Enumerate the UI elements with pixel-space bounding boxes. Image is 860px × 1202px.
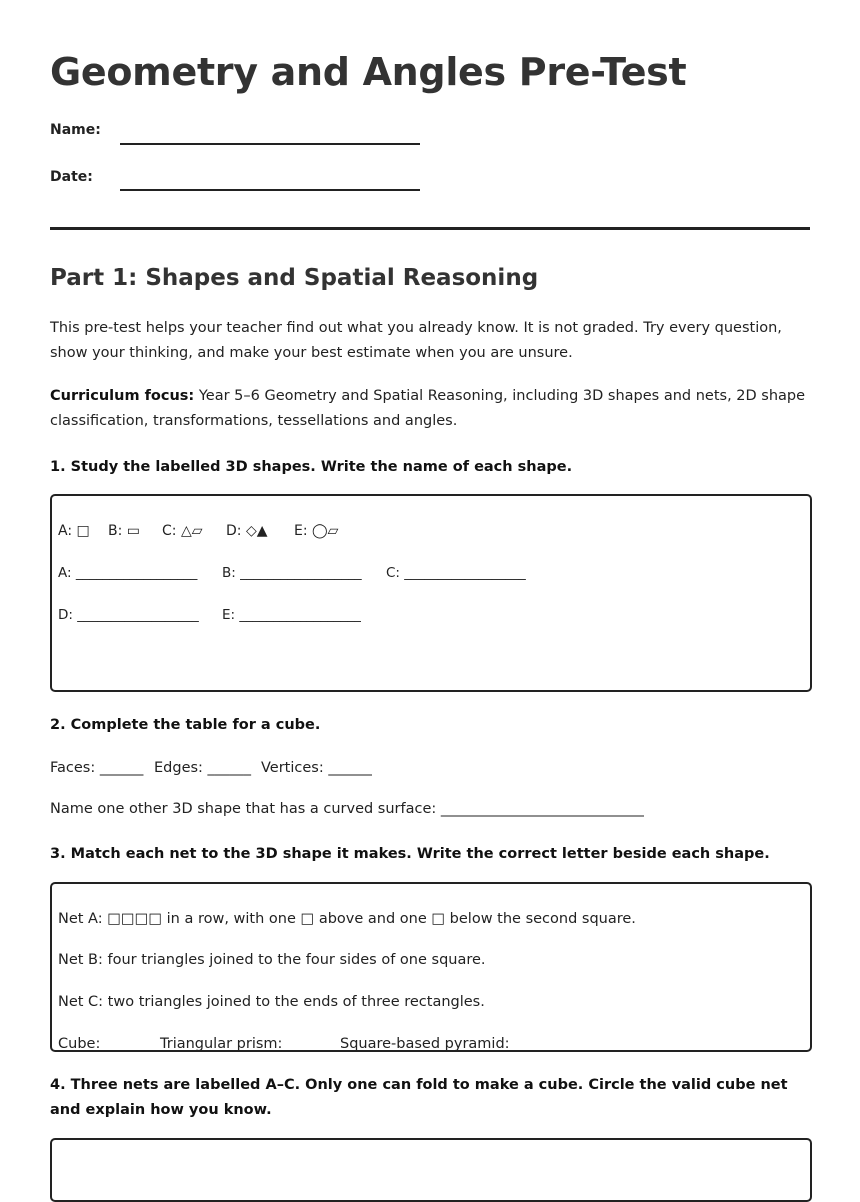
answer-c[interactable]: C: __________________ — [386, 565, 526, 581]
net-c-description: Net C: two triangles joined to the ends of three rectangles. — [58, 994, 485, 1010]
net-a-description: Net A: □□□□ in a row, with one □ above and one □ below the second square. — [58, 911, 636, 927]
question-4-prompt: 4. Three nets are labelled A–C. Only one can fold to make a cube. Circle the valid cube net and explain how you know. — [50, 1077, 788, 1118]
question-3-prompt: 3. Match each net to the 3D shape it makes. Write the correct letter beside each shape. — [50, 846, 770, 862]
answer-a[interactable]: A: __________________ — [58, 565, 198, 581]
date-field[interactable] — [120, 189, 420, 191]
question-1-box — [50, 494, 812, 692]
name-label: Name: — [50, 122, 101, 138]
answer-b[interactable]: B: __________________ — [222, 565, 362, 581]
vertices-field[interactable]: Vertices: ______ — [261, 760, 372, 776]
section-heading: Part 1: Shapes and Spatial Reasoning — [50, 265, 539, 291]
shape-c-label: C: △▱ — [162, 523, 203, 539]
match-cube[interactable]: Cube: — [58, 1036, 101, 1052]
divider — [50, 227, 810, 230]
match-triangular-prism[interactable]: Triangular prism: — [160, 1036, 283, 1052]
question-1-prompt: 1. Study the labelled 3D shapes. Write the name of each shape. — [50, 459, 573, 475]
cube-counts-row — [50, 760, 372, 776]
net-b-description: Net B: four triangles joined to the four sides of one square. — [58, 952, 486, 968]
intro-paragraph: This pre-test helps your teacher find out what you already know. It is not graded. Try every question, show your thinking, and make your best estimate when you are unsure. — [50, 320, 782, 361]
answer-row-1 — [58, 565, 526, 581]
question-4-box — [50, 1138, 812, 1202]
question-3-box — [50, 882, 812, 1052]
shape-e-label: E: ◯▱ — [294, 523, 339, 539]
shape-labels-row — [58, 523, 338, 539]
answer-row-2 — [58, 607, 361, 623]
date-label: Date: — [50, 169, 93, 185]
curriculum-focus — [50, 384, 810, 434]
question-2-prompt: 2. Complete the table for a cube. — [50, 717, 321, 733]
page-title: Geometry and Angles Pre-Test — [50, 50, 687, 94]
faces-field[interactable]: Faces: ______ — [50, 760, 144, 776]
answer-d[interactable]: D: __________________ — [58, 607, 199, 623]
curriculum-focus-text: Year 5–6 Geometry and Spatial Reasoning, including 3D shapes and nets, 2D shape classification, transformations, tessellations and angles. — [50, 388, 806, 429]
answer-e[interactable]: E: __________________ — [222, 607, 361, 623]
curved-surface-question[interactable]: Name one other 3D shape that has a curved surface: ____________________________ — [50, 801, 644, 817]
shape-b-label: B: ▭ — [108, 523, 140, 539]
name-field[interactable] — [120, 143, 420, 145]
match-square-pyramid[interactable]: Square-based pyramid: — [340, 1036, 510, 1052]
match-row — [58, 1036, 510, 1052]
shape-d-label: D: ◇▲ — [226, 523, 268, 539]
curriculum-focus-label: Curriculum focus: — [50, 388, 195, 404]
shape-a-label: A: □ — [58, 523, 90, 539]
edges-field[interactable]: Edges: ______ — [154, 760, 252, 776]
